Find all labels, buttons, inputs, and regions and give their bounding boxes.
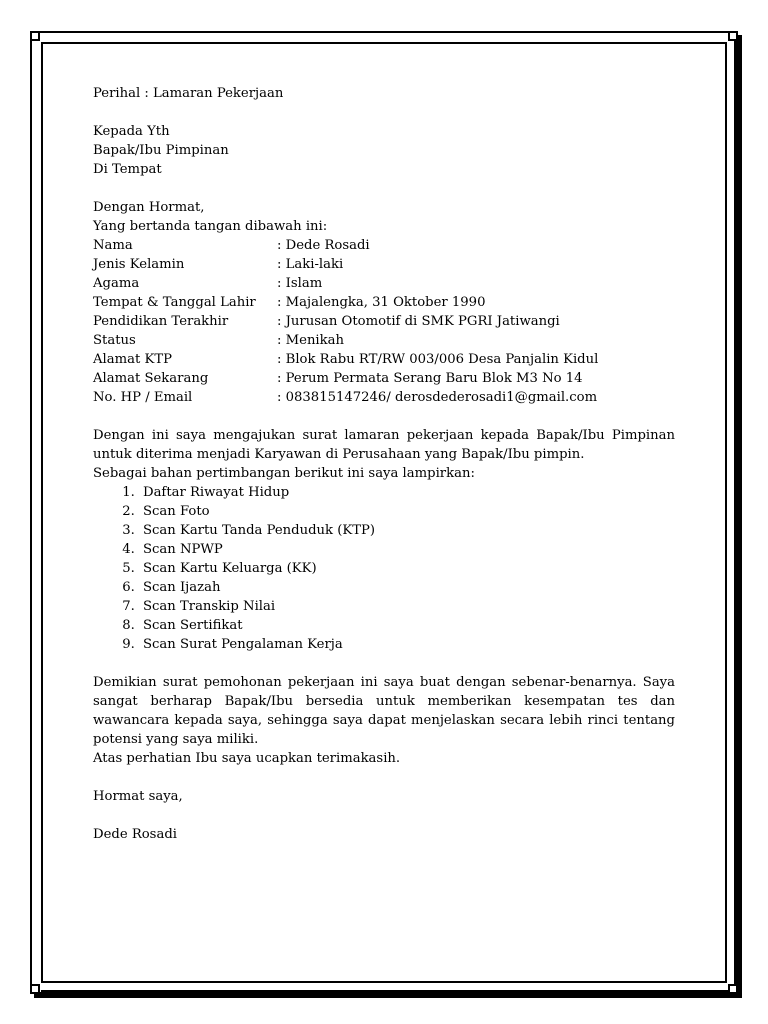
- border-corner-top-left: [30, 31, 40, 41]
- detail-row: [93, 255, 675, 274]
- detail-row: [93, 312, 675, 331]
- detail-label: Status: [93, 333, 136, 348]
- signature-name: Dede Rosadi: [93, 827, 177, 842]
- detail-label: Nama: [93, 238, 133, 253]
- attachment-item: 1. Daftar Riwayat Hidup: [139, 483, 675, 502]
- detail-value: : Menikah: [277, 333, 344, 348]
- recipient-line: Kepada Yth: [93, 124, 170, 139]
- border-shadow-bottom: [41, 990, 738, 996]
- detail-value: : Islam: [277, 276, 323, 291]
- border-corner-top-right: [728, 31, 738, 41]
- detail-label: Jenis Kelamin: [93, 257, 185, 272]
- attachment-item: 2. Scan Foto: [139, 502, 675, 521]
- attachment-item: 9. Scan Surat Pengalaman Kerja: [139, 635, 675, 654]
- greeting: Dengan Hormat,: [93, 200, 205, 215]
- detail-value: : Perum Permata Serang Baru Blok M3 No 14: [277, 371, 583, 386]
- detail-label: Alamat Sekarang: [93, 371, 209, 386]
- attachment-item: 8. Scan Sertifikat: [139, 616, 675, 635]
- attachment-item: 4. Scan NPWP: [139, 540, 675, 559]
- detail-value: : 083815147246/ derosdederosadi1@gmail.com: [277, 390, 598, 405]
- body-paragraph: Dengan ini saya mengajukan surat lamaran pekerjaan kepada Bapak/Ibu Pimpinan untuk diterima menjadi Karyawan di Perusahaan yang Bapak/Ibu pimpin.: [93, 428, 675, 462]
- detail-row: [93, 293, 675, 312]
- detail-value: : Majalengka, 31 Oktober 1990: [277, 295, 486, 310]
- detail-label: Alamat KTP: [93, 352, 172, 367]
- detail-label: Tempat & Tanggal Lahir: [93, 295, 256, 310]
- recipient-line: Bapak/Ibu Pimpinan: [93, 143, 229, 158]
- sign-off: Hormat saya,: [93, 789, 183, 804]
- thanks-line: Atas perhatian Ibu saya ucapkan terimakasih.: [93, 751, 401, 766]
- detail-value: : Jurusan Otomotif di SMK PGRI Jatiwangi: [277, 314, 560, 329]
- closing-paragraph: Demikian surat pemohonan pekerjaan ini saya buat dengan sebenar-benarnya. Saya sangat berharap Bapak/Ibu bersedia untuk memberikan kesempatan tes dan wawancara kepada saya, sehingga saya dapat menjelaskan secara lebih rinci tentang potensi yang saya miliki.: [93, 675, 675, 747]
- attachment-item: 6. Scan Ijazah: [139, 578, 675, 597]
- detail-row: [93, 388, 675, 407]
- intro-line: Yang bertanda tangan dibawah ini:: [93, 219, 328, 234]
- detail-label: No. HP / Email: [93, 390, 193, 405]
- detail-value: : Dede Rosadi: [277, 238, 370, 253]
- attachment-item: 5. Scan Kartu Keluarga (KK): [139, 559, 675, 578]
- detail-row: [93, 274, 675, 293]
- attachment-item: 3. Scan Kartu Tanda Penduduk (KTP): [139, 521, 675, 540]
- recipient-line: Di Tempat: [93, 162, 162, 177]
- detail-row: [93, 350, 675, 369]
- border-corner-bottom-right: [728, 984, 738, 994]
- attachment-item: 7. Scan Transkip Nilai: [139, 597, 675, 616]
- detail-label: Agama: [93, 276, 140, 291]
- detail-row: [93, 331, 675, 350]
- attachment-list: [93, 483, 675, 654]
- detail-value: : Laki-laki: [277, 257, 344, 272]
- personal-details: [93, 236, 675, 407]
- detail-label: Pendidikan Terakhir: [93, 314, 229, 329]
- border-corner-bottom-left: [30, 984, 40, 994]
- attachments-intro: Sebagai bahan pertimbangan berikut ini saya lampirkan:: [93, 466, 475, 481]
- letter-subject: Perihal : Lamaran Pekerjaan: [93, 86, 284, 101]
- border-shadow-right: [734, 41, 740, 996]
- detail-row: [93, 236, 675, 255]
- letter-body: [93, 84, 675, 844]
- detail-row: [93, 369, 675, 388]
- detail-value: : Blok Rabu RT/RW 003/006 Desa Panjalin Kidul: [277, 352, 599, 367]
